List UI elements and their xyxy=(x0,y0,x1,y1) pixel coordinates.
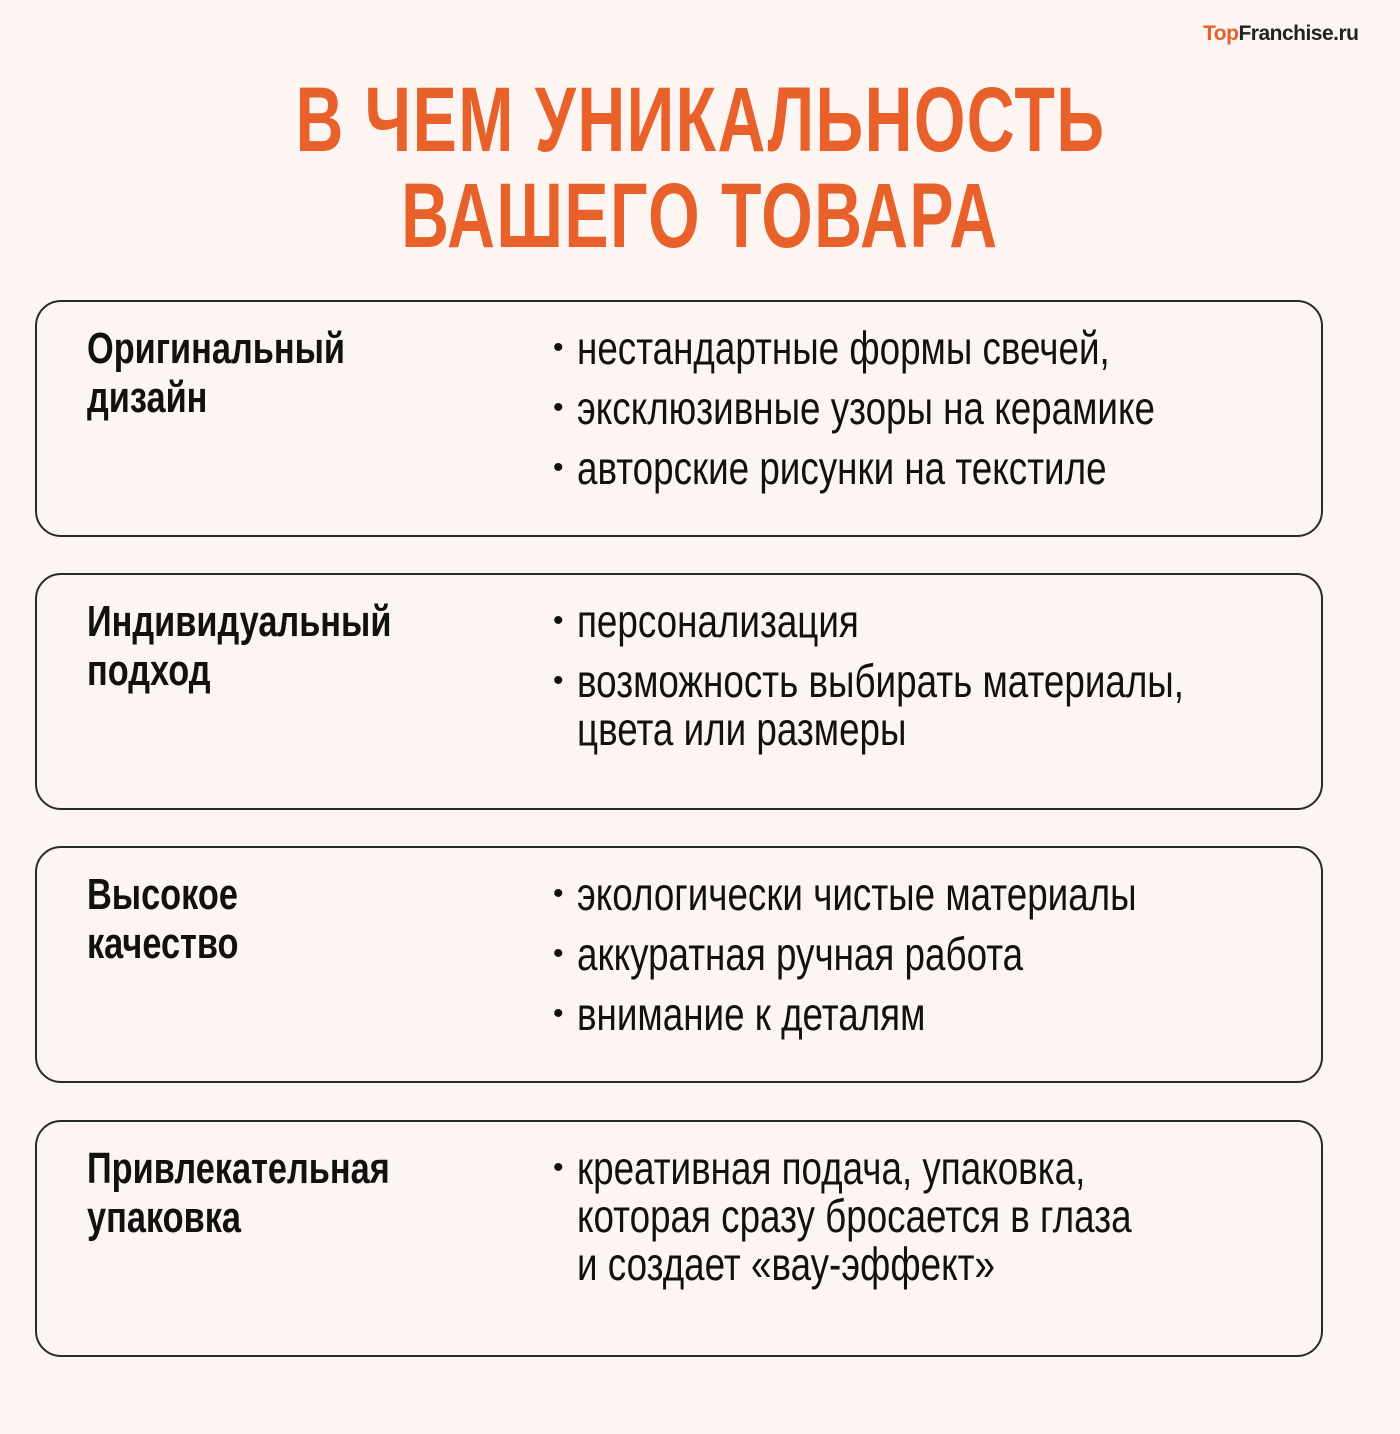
list-item: • аккуратная ручная работа xyxy=(553,930,1333,978)
page-title xyxy=(0,69,1400,267)
feature-list xyxy=(553,597,1333,765)
list-item: • авторские рисунки на текстиле xyxy=(553,444,1333,492)
list-item: • креативная подача, упаковка, которая сразу бросается в глаза и создает «вау-эффект» xyxy=(553,1144,1333,1288)
card-heading: Оригинальный дизайн xyxy=(87,324,346,422)
card-heading: Высокое качество xyxy=(87,870,239,968)
card-heading: Привлекательная упаковка xyxy=(87,1144,390,1242)
list-item: • внимание к деталям xyxy=(553,990,1333,1038)
feature-card xyxy=(35,1120,1323,1357)
title-line-1: В ЧЕМ УНИКАЛЬНОСТЬ xyxy=(295,69,1105,171)
brand-logo: TopFranchise.ru xyxy=(1203,22,1359,45)
feature-card xyxy=(35,300,1323,537)
feature-list xyxy=(553,324,1333,504)
feature-card xyxy=(35,573,1323,810)
list-item: • экологически чистые материалы xyxy=(553,870,1333,918)
feature-list xyxy=(553,1144,1333,1300)
title-line-2: ВАШЕГО ТОВАРА xyxy=(401,165,999,267)
list-item: • эксклюзивные узоры на керамике xyxy=(553,384,1333,432)
feature-card xyxy=(35,846,1323,1083)
list-item: • персонализация xyxy=(553,597,1333,645)
card-heading: Индивидуальный подход xyxy=(87,597,392,695)
list-item: • возможность выбирать материалы, цвета или размеры xyxy=(553,657,1333,753)
list-item: • нестандартные формы свечей, xyxy=(553,324,1333,372)
feature-list xyxy=(553,870,1333,1050)
